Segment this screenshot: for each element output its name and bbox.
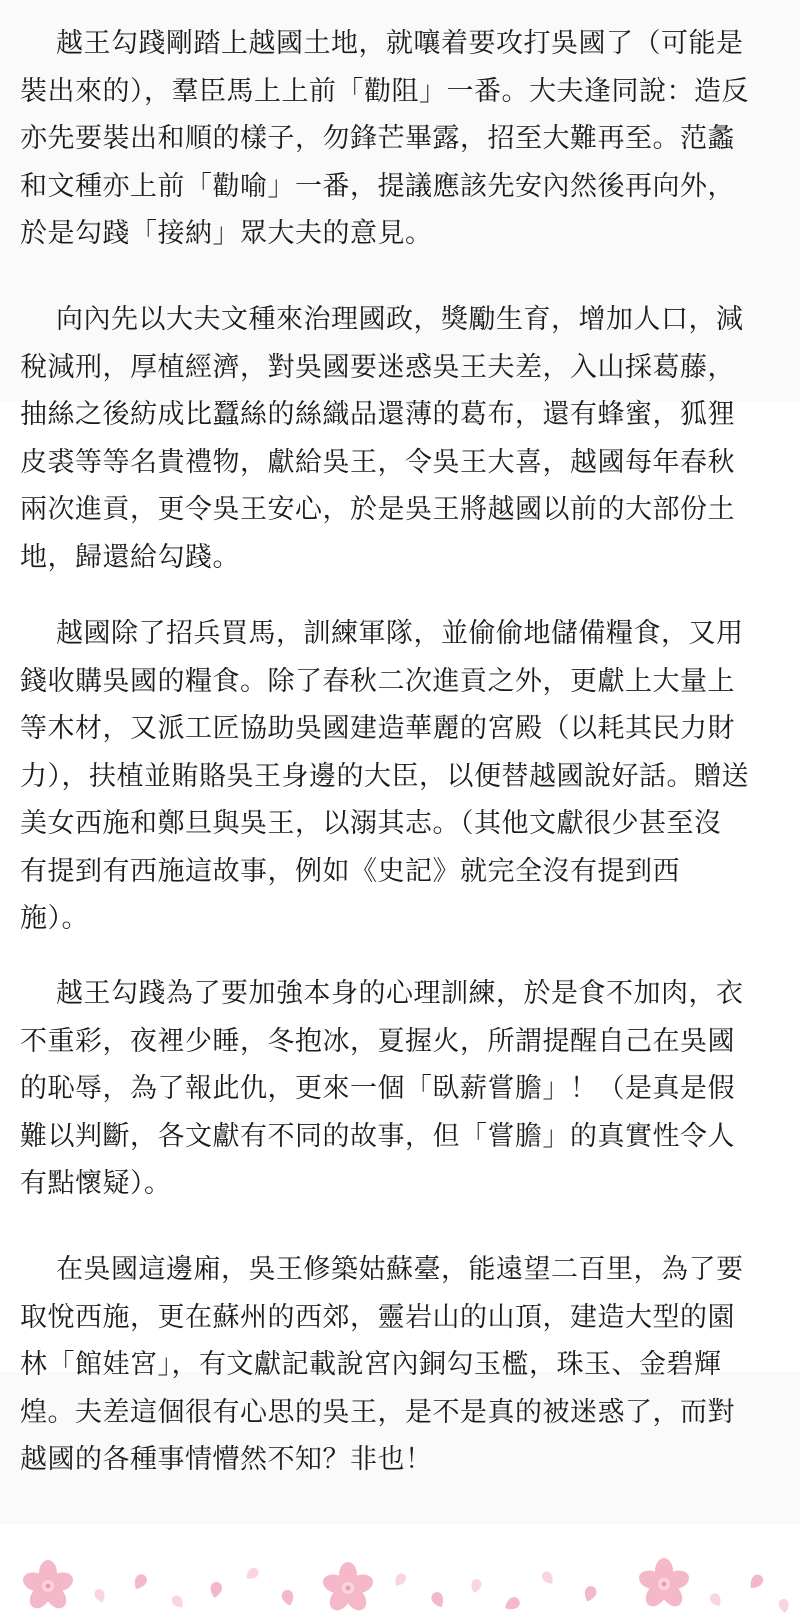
petal-icon (131, 1572, 149, 1592)
text-line: 力），扶植並賄賂吳王身邊的大臣，以便替越國說好話。贈送 (20, 760, 749, 792)
text-line: 於是勾踐「接納」眾大夫的意見。 (20, 218, 433, 249)
text-line: 在吳國這邊廂，吳王修築姑蘇臺，能遠望二百里，為了要 (56, 1254, 744, 1285)
paragraph-2 (20, 296, 784, 581)
text-line: 抽絲之後紡成比蠶絲的絲織品還薄的葛布，還有蜂蜜，狐狸 (20, 399, 735, 430)
paragraph-3 (20, 610, 784, 943)
text-line: 兩次進貢，更令吳王安心，於是吳王將越國以前的大部份土 (20, 494, 735, 525)
petal-icon (280, 1589, 295, 1607)
text-line: 有提到有西施這故事，例如《史記》就完全沒有提到西 (20, 855, 680, 887)
text-line: 裝出來的），羣臣馬上上前「勸阻」一番。大夫逢同說：造反 (20, 75, 749, 107)
petal-icon (582, 1585, 598, 1604)
paragraph-5 (20, 1246, 784, 1484)
text-line: 越王勾踐為了要加強本身的心理訓練，於是食不加肉，衣 (56, 978, 744, 1009)
text-line: 亦先要裝出和順的樣子，勿鋒芒畢露，招至大難再至。范蠡 (20, 123, 735, 154)
petal-icon (93, 1588, 107, 1605)
text-line: 越王勾踐剛踏上越國土地，就嚷着要攻打吳國了（可能是 (56, 28, 744, 59)
petal-icon (502, 1595, 522, 1613)
text-line: 林「館娃宮」，有文獻記載說宮內銅勾玉檻，珠玉、金碧輝 (20, 1349, 722, 1380)
text-line: 向內先以大夫文種來治理國政，獎勵生育，增加人口，減 (56, 304, 744, 335)
petal-icon (469, 1578, 482, 1594)
text-line: 稅減刑，厚植經濟，對吳國要迷惑吳王夫差，入山採葛藤， (20, 351, 735, 383)
petal-icon (778, 1598, 790, 1614)
petal-icon (429, 1590, 446, 1609)
petal-icon (540, 1569, 556, 1586)
text-line: 等木材，又派工匠協助吳國建造華麗的宮殿（以耗其民力財 (20, 713, 735, 744)
text-line: 不重彩，夜裡少睡，冬抱冰，夏握火，所謂提醒自己在吳國 (20, 1025, 735, 1057)
text-line: 地，歸還給勾踐。 (20, 541, 240, 573)
text-line: 取悅西施，更在蘇州的西郊，靈岩山的山頂，建造大型的園 (20, 1301, 735, 1333)
petal-icon (747, 1572, 766, 1592)
text-line: 越國除了招兵買馬，訓練軍隊，並偷偷地儲備糧食，又用 (56, 618, 744, 649)
petal-icon (708, 1591, 724, 1608)
paragraph-4 (20, 970, 784, 1208)
text-line: 越國的各種事情懵然不知？非也！ (20, 1444, 433, 1475)
blossom-icon (20, 1560, 75, 1612)
petal-icon (209, 1581, 223, 1599)
text-line: 煌。夫差這個很有心思的吳王，是不是真的被迷惑了，而對 (20, 1396, 735, 1428)
text-line: 皮裘等等名貴禮物，獻給吳王，令吳王大喜，越國每年春秋 (20, 446, 735, 478)
text-line: 難以判斷，各文獻有不同的故事，但「嘗膽」的真實性令人 (20, 1120, 735, 1152)
text-line: 錢收購吳國的糧食。除了春秋二次進貢之外，更獻上大量上 (20, 665, 735, 697)
text-line: 的恥辱，為了報此仇，更來一個「臥薪嘗膽」！（是真是假 (20, 1073, 735, 1104)
cherry-blossom-border-icon (0, 1524, 800, 1624)
text-line: 有點懷疑）。 (20, 1168, 172, 1199)
blossom-icon (320, 1562, 375, 1614)
blossom-icon (636, 1558, 691, 1610)
text-line: 施）。 (20, 903, 89, 934)
petal-icon (392, 1571, 408, 1588)
paragraph-1 (20, 20, 784, 258)
text-line: 和文種亦上前「勸喻」一番，提議應該先安內然後再向外， (20, 170, 735, 202)
petal-icon (170, 1593, 187, 1610)
petal-icon (243, 1566, 260, 1583)
text-line: 美女西施和鄭旦與吳王，以溺其志。（其他文獻很少甚至沒 (20, 808, 722, 839)
